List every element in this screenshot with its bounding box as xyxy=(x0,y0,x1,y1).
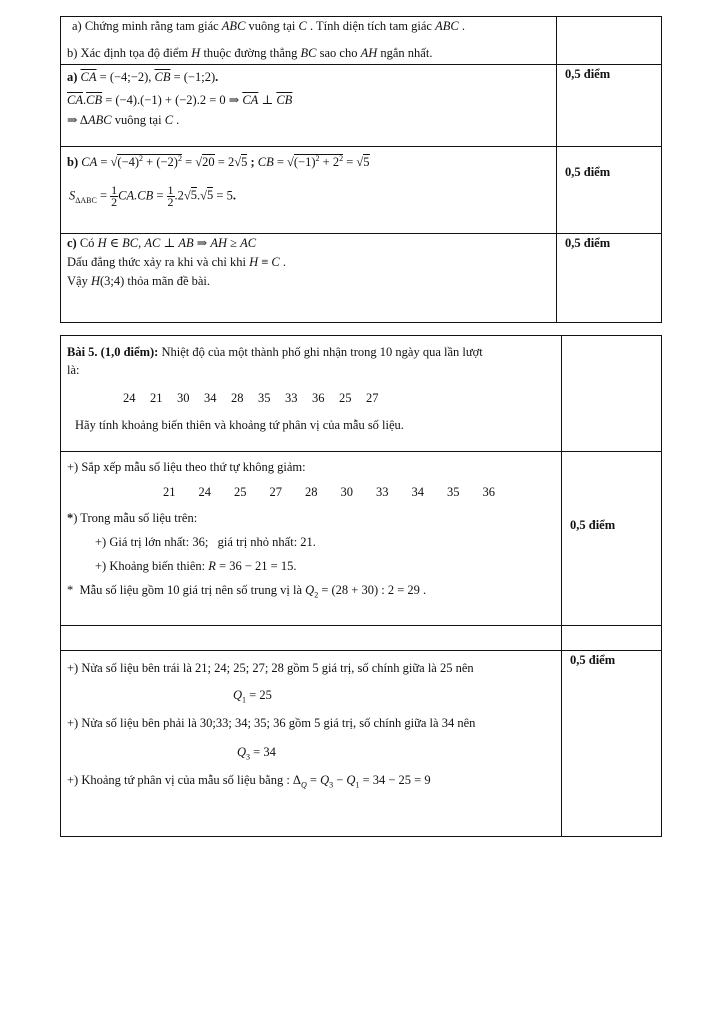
problem-intro: Bài 5. (1,0 điểm): Nhiệt độ của một thành phố ghi nhận trong 10 ngày qua lần lượt xyxy=(67,345,483,359)
part-b-points-cell xyxy=(557,147,662,234)
data-value: 34 xyxy=(204,391,217,405)
part-b-line2: $S_{\Delta ABC}$ = $\frac{1}{2}$ CA.CB = $\frac{1}{2}$ .2√5.√5 = 5. xyxy=(69,183,236,209)
answer2-cell xyxy=(61,651,562,837)
max-min-line: +) Giá trị lớn nhất: 36; giá trị nhỏ nhất: 21. xyxy=(95,535,316,549)
sorted-data-list xyxy=(163,485,518,499)
empty-points-cell xyxy=(562,336,662,452)
part-b-line1: b) CA = $√(-4)^2 + (-2)^2 = √20 = 2√5$ ; CB = $√(-1)^2 + 2^2 = √5$ xyxy=(67,153,370,169)
data-value: 36 xyxy=(482,485,495,499)
empty-row-points-cell xyxy=(562,626,662,651)
answer1-cell xyxy=(61,452,562,626)
data-value: 28 xyxy=(231,391,244,405)
data-value: 24 xyxy=(198,485,211,499)
data-value: 24 xyxy=(123,391,136,405)
data-value: 33 xyxy=(376,485,389,499)
part-c-line3: Vậy H(3;4) thỏa mãn đề bài. xyxy=(67,274,211,288)
part-a-cell xyxy=(61,65,557,147)
question-line-a: a) Chứng minh rằng tam giác ABC vuông tại C . Tính diện tích tam giác ABC . xyxy=(72,19,465,33)
section5-table xyxy=(60,335,662,837)
part-a-line3: ⇒ ΔABC vuông tại C . xyxy=(67,113,180,127)
data-value: 30 xyxy=(177,391,190,405)
data-value: 25 xyxy=(339,391,352,405)
part-b-cell xyxy=(61,147,557,234)
section4-table xyxy=(60,16,662,323)
data-value: 35 xyxy=(447,485,460,499)
data-value: 28 xyxy=(305,485,318,499)
data-value: 30 xyxy=(340,485,353,499)
points-label: 0,5 điểm xyxy=(570,653,616,667)
data-value: 34 xyxy=(411,485,424,499)
problem-task: Hãy tính khoảng biến thiên và khoảng tứ phân vị của mẫu số liệu. xyxy=(75,418,404,432)
data-value: 21 xyxy=(163,485,176,499)
part-c-cell xyxy=(61,234,557,323)
answer2-points-cell xyxy=(562,651,662,837)
data-value: 27 xyxy=(366,391,379,405)
data-value: 27 xyxy=(269,485,282,499)
part-c-line1: c) Có H ∈ BC, AC ⊥ AB ⇒ AH ≥ AC xyxy=(67,236,257,250)
median-line: * Mẫu số liệu gồm 10 giá trị nên số trung vị là $Q_2 = (28 + 30)$ : 2 = 29 . xyxy=(67,583,427,600)
iqr-line: +) Khoảng tứ phân vị của mẫu số liệu bằng : $\Delta_Q = Q_3 - Q_1 = 34 - 25 = 9$ xyxy=(67,773,431,790)
points-label: 0,5 điểm xyxy=(565,236,611,250)
data-value: 33 xyxy=(285,391,298,405)
part-a-points-cell xyxy=(557,65,662,147)
data-value: 35 xyxy=(258,391,271,405)
points-label: 0,5 điểm xyxy=(565,67,611,81)
data-value: 21 xyxy=(150,391,163,405)
data-value: 25 xyxy=(234,485,247,499)
question-cell xyxy=(61,17,557,65)
data-value: 36 xyxy=(312,391,325,405)
part-c-line2: Dấu đẳng thức xảy ra khi và chỉ khi H ≡ C . xyxy=(67,255,287,269)
left-half-line: +) Nửa số liệu bên trái là 21; 24; 25; 27; 28 gồm 5 giá trị, số chính giữa là 25 nên xyxy=(67,661,474,675)
in-sample-label: *) Trong mẫu số liệu trên: xyxy=(67,511,198,525)
part-c-points-cell xyxy=(557,234,662,323)
points-label: 0,5 điểm xyxy=(565,165,611,179)
empty-row-cell xyxy=(61,626,562,651)
problem-cell xyxy=(61,336,562,452)
right-half-line: +) Nửa số liệu bên phải là 30;33; 34; 35; 36 gồm 5 giá trị, số chính giữa là 34 nên xyxy=(67,716,476,730)
sort-label: +) Sắp xếp mẫu số liệu theo thứ tự không giảm: xyxy=(67,460,306,474)
question-line-b: b) Xác định tọa độ điểm H thuộc đường thẳng BC sao cho AH ngắn nhất. xyxy=(67,46,433,60)
part-a-line1: a) $\overline{CA}$ = (−4;−2), $\overline{CB}$ = (−1;2). xyxy=(67,70,219,84)
q1-line: $Q_1 = 25$ xyxy=(233,688,272,705)
part-a-line2: $\overline{CA}.\overline{CB} = (-4).(-1) + (-2).2 = 0$ ⇒ $\overline{CA}$ ⊥ $\overline{CB}$ xyxy=(67,93,293,107)
q3-line: $Q_3 = 34$ xyxy=(237,745,276,762)
problem-intro-cont: là: xyxy=(67,363,80,377)
range-line: +) Khoảng biến thiên: R = 36 − 21 = 15. xyxy=(95,559,297,573)
empty-points-cell xyxy=(557,17,662,65)
points-label: 0,5 điểm xyxy=(570,518,616,532)
raw-data-list xyxy=(123,391,393,405)
answer1-points-cell xyxy=(562,452,662,626)
